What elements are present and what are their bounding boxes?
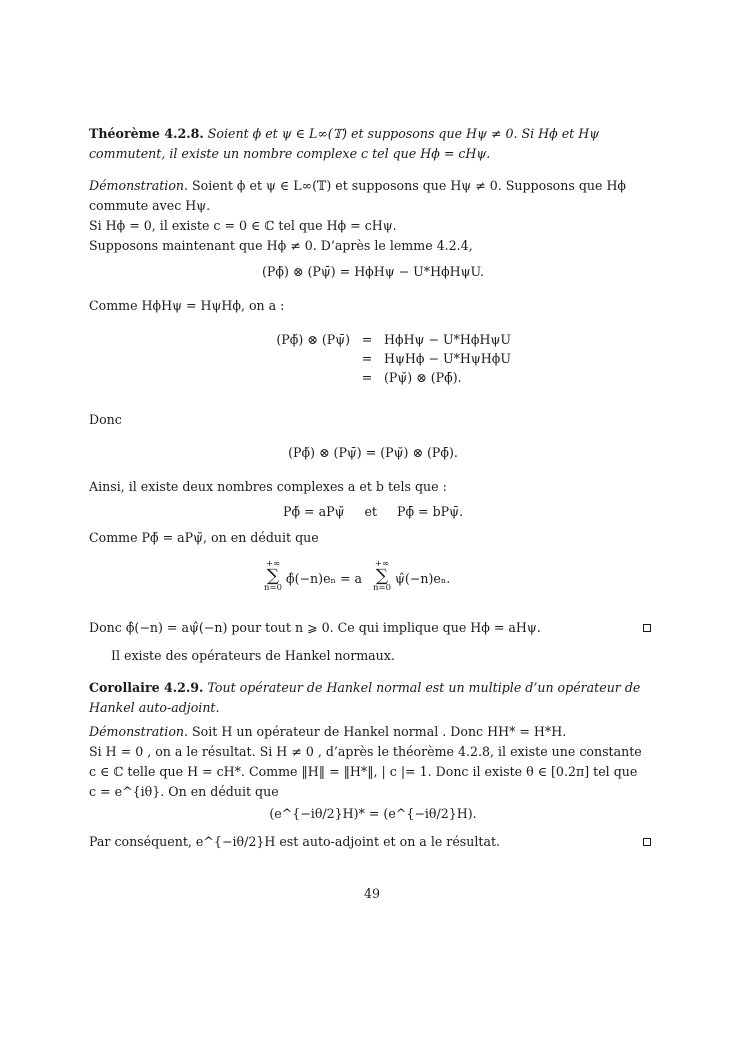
- proof-2-line-2: Si H = 0 , on a le résultat. Si H ≠ 0 , d’après le théorème 4.2.8, il existe une constante: [89, 744, 642, 759]
- proof-2-line-1: Soit H un opérateur de Hankel normal . Donc HH* = H*H.: [192, 724, 567, 739]
- equation-lhs: (Pϕ̆) ⊗ (Pψ̄): [276, 332, 350, 347]
- sum-upper-limit: +∞: [374, 559, 390, 569]
- proof-1-intro: [89, 176, 657, 256]
- proof-2-final: Par conséquent, e^{−iθ/2}H est auto-adjoint et on a le résultat.: [89, 834, 501, 849]
- sum-operator-right: [371, 560, 393, 593]
- remark-normal-hankel: Il existe des opérateurs de Hankel normaux.: [111, 648, 395, 663]
- sum-lower-limit: n=0: [372, 583, 391, 593]
- theorem-line-1: Soient ϕ et ψ ∈ L∞(𝕋) et supposons que Hψ ≠ 0. Si Hϕ et Hψ: [207, 126, 600, 141]
- sum-operator-left: [262, 560, 284, 593]
- proof-1-ainsi: Ainsi, il existe deux nombres complexes a et b tels que :: [89, 479, 447, 494]
- page-number: 49: [363, 886, 381, 901]
- equation-lemma: (Pϕ̆) ⊗ (Pψ̄) = HϕHψ − U*HϕHψU.: [262, 264, 484, 279]
- proof-1-conclusion: Donc ϕ̂(−n) = aψ̂(−n) pour tout n ⩾ 0. Ce qui implique que Hϕ = aHψ.: [89, 620, 541, 635]
- equation-array-row: [248, 349, 511, 368]
- theorem-statement: [89, 124, 657, 164]
- equation-rel: =: [361, 370, 373, 385]
- sigma-icon: ∑: [375, 566, 389, 586]
- equation-self-adjoint: (e^{−iθ/2}H)* = (e^{−iθ/2}H).: [269, 806, 477, 821]
- proof-1-line-4: Supposons maintenant que Hϕ ≠ 0. D’après le lemme 4.2.4,: [89, 238, 473, 253]
- corollary-line-1: Tout opérateur de Hankel normal est un multiple d’un opérateur de: [207, 680, 641, 695]
- proof-1-label: Démonstration.: [89, 178, 189, 193]
- sum-upper-limit: +∞: [265, 559, 281, 569]
- proof-2-body: [89, 722, 657, 802]
- proof-2-line-4: c = e^{iθ}. On en déduit que: [89, 784, 279, 799]
- equation-array-row: [248, 330, 511, 349]
- equation-lhs: [248, 349, 350, 368]
- equation-rel: =: [361, 332, 373, 347]
- equation-commute: (Pϕ̆) ⊗ (Pψ̄) = (Pψ̆) ⊗ (Pϕ̄).: [288, 445, 458, 460]
- theorem-line-2: commutent, il existe un nombre complexe c tel que Hϕ = cHψ.: [89, 146, 491, 161]
- equation-rhs: HψHϕ − U*HψHϕU: [384, 351, 511, 366]
- proof-2-label: Démonstration.: [89, 724, 189, 739]
- theorem-label: Théorème 4.2.8.: [89, 126, 204, 141]
- corollary-statement: [89, 678, 657, 718]
- proof-1-donc: Donc: [89, 412, 122, 427]
- sum-lower-limit: n=0: [263, 583, 282, 593]
- sum-left-term: ϕ̂(−n)eₙ = a: [286, 571, 363, 586]
- corollary-label: Corollaire 4.2.9.: [89, 680, 204, 695]
- corollary-line-2: Hankel auto-adjoint.: [89, 700, 220, 715]
- equation-array-row: [248, 368, 511, 387]
- proof-1-line-2: commute avec Hψ.: [89, 198, 211, 213]
- equation-rel: =: [361, 351, 373, 366]
- equation-rhs: (Pψ̆) ⊗ (Pϕ̄).: [384, 370, 462, 385]
- proof-2-line-3: c ∈ ℂ telle que H = cH*. Comme ‖H‖ = ‖H*‖, | c |= 1. Donc il existe θ ∈ [0.2π] tel que: [89, 764, 638, 779]
- qed-square-icon: [643, 838, 651, 846]
- proof-1-comme-2: Comme Pϕ̆ = aPψ̆, on en déduit que: [89, 530, 319, 545]
- sigma-icon: ∑: [266, 566, 280, 586]
- equation-rhs: HϕHψ − U*HϕHψU: [384, 332, 511, 347]
- equation-sum: [262, 560, 492, 600]
- proof-1-line-3: Si Hϕ = 0, il existe c = 0 ∈ ℂ tel que Hϕ = cHψ.: [89, 218, 397, 233]
- equation-proportional: Pϕ̆ = aPψ̆ et Pϕ̄ = bPψ̄.: [282, 504, 464, 519]
- proof-1-comme: Comme HϕHψ = HψHϕ, on a :: [89, 298, 285, 313]
- equation-lhs: [248, 368, 350, 387]
- proof-1-line-1: Soient ϕ et ψ ∈ L∞(𝕋) et supposons que Hψ ≠ 0. Supposons que Hϕ: [192, 178, 627, 193]
- sum-right-term: ψ̂(−n)eₙ.: [395, 571, 451, 586]
- equation-array: [248, 330, 511, 387]
- qed-square-icon: [643, 624, 651, 632]
